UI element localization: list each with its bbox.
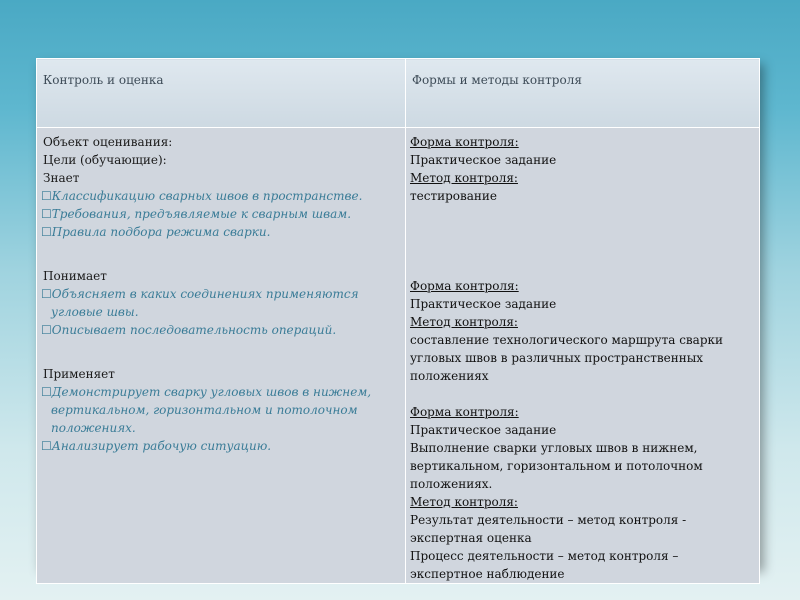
content-table-frame (36, 58, 760, 581)
header-control-and-assessment: Контроль и оценка (37, 59, 406, 128)
checkbox-bullet-icon: ☐ (41, 323, 52, 337)
control-assessment-table (36, 58, 760, 584)
method-value: положениях (410, 369, 489, 383)
result-text: Результат деятельности – метод контроля - (410, 513, 687, 527)
method-value: составление технологического маршрута сварки (410, 333, 724, 347)
list-item-continuation: вертикальном, горизонтальном и потолочном (51, 403, 358, 417)
list-item-continuation: угловые швы. (51, 305, 139, 319)
checkbox-bullet-icon: ☐ (41, 439, 52, 453)
table-header-row (37, 59, 760, 128)
method-value: тестирование (410, 189, 498, 203)
form-value: Практическое задание (410, 423, 557, 437)
form-value: Практическое задание (410, 297, 557, 311)
execution-text: положениях. (410, 477, 493, 491)
knows-heading: Знает (43, 171, 80, 185)
applies-heading: Применяет (43, 367, 115, 381)
checkbox-bullet-icon: ☐ (41, 207, 52, 221)
assessment-object-label: Объект оценивания: (43, 135, 173, 149)
understands-heading: Понимает (43, 269, 107, 283)
forms-methods-cell (406, 128, 760, 584)
list-item-continuation: положениях. (51, 421, 136, 435)
form-label: Форма контроля: (410, 135, 519, 149)
form-label: Форма контроля: (410, 279, 519, 293)
method-label: Метод контроля: (410, 171, 518, 185)
checkbox-bullet-icon: ☐ (41, 385, 52, 399)
execution-text: вертикальном, горизонтальном и потолочном (410, 459, 703, 473)
list-item: ☐Демонстрирует сварку угловых швов в нижнем, (41, 385, 372, 399)
list-item: ☐Описывает последовательность операций. (41, 323, 337, 337)
list-item: ☐Требования, предъявляемые к сварным швам. (41, 207, 352, 221)
method-value: угловых швов в различных пространственных (410, 351, 704, 365)
list-item: ☐Объясняет в каких соединениях применяются (41, 287, 359, 301)
form-label: Форма контроля: (410, 405, 519, 419)
method-label: Метод контроля: (410, 495, 518, 509)
result-text: экспертная оценка (410, 531, 532, 545)
header-forms-and-methods: Формы и методы контроля (406, 59, 760, 128)
checkbox-bullet-icon: ☐ (41, 287, 52, 301)
execution-text: Выполнение сварки угловых швов в нижнем, (410, 441, 698, 455)
method-label: Метод контроля: (410, 315, 518, 329)
process-text: Процесс деятельности – метод контроля – (410, 549, 679, 563)
goals-label: Цели (обучающие): (43, 153, 167, 167)
list-item: ☐Правила подбора режима сварки. (41, 225, 271, 239)
list-item: ☐Анализирует рабочую ситуацию. (41, 439, 272, 453)
assessment-objectives-cell (37, 128, 406, 584)
checkbox-bullet-icon: ☐ (41, 189, 52, 203)
checkbox-bullet-icon: ☐ (41, 225, 52, 239)
table-body-row (37, 128, 760, 584)
form-value: Практическое задание (410, 153, 557, 167)
process-text: экспертное наблюдение (410, 567, 565, 581)
list-item: ☐Классификацию сварных швов в пространстве. (41, 189, 363, 203)
